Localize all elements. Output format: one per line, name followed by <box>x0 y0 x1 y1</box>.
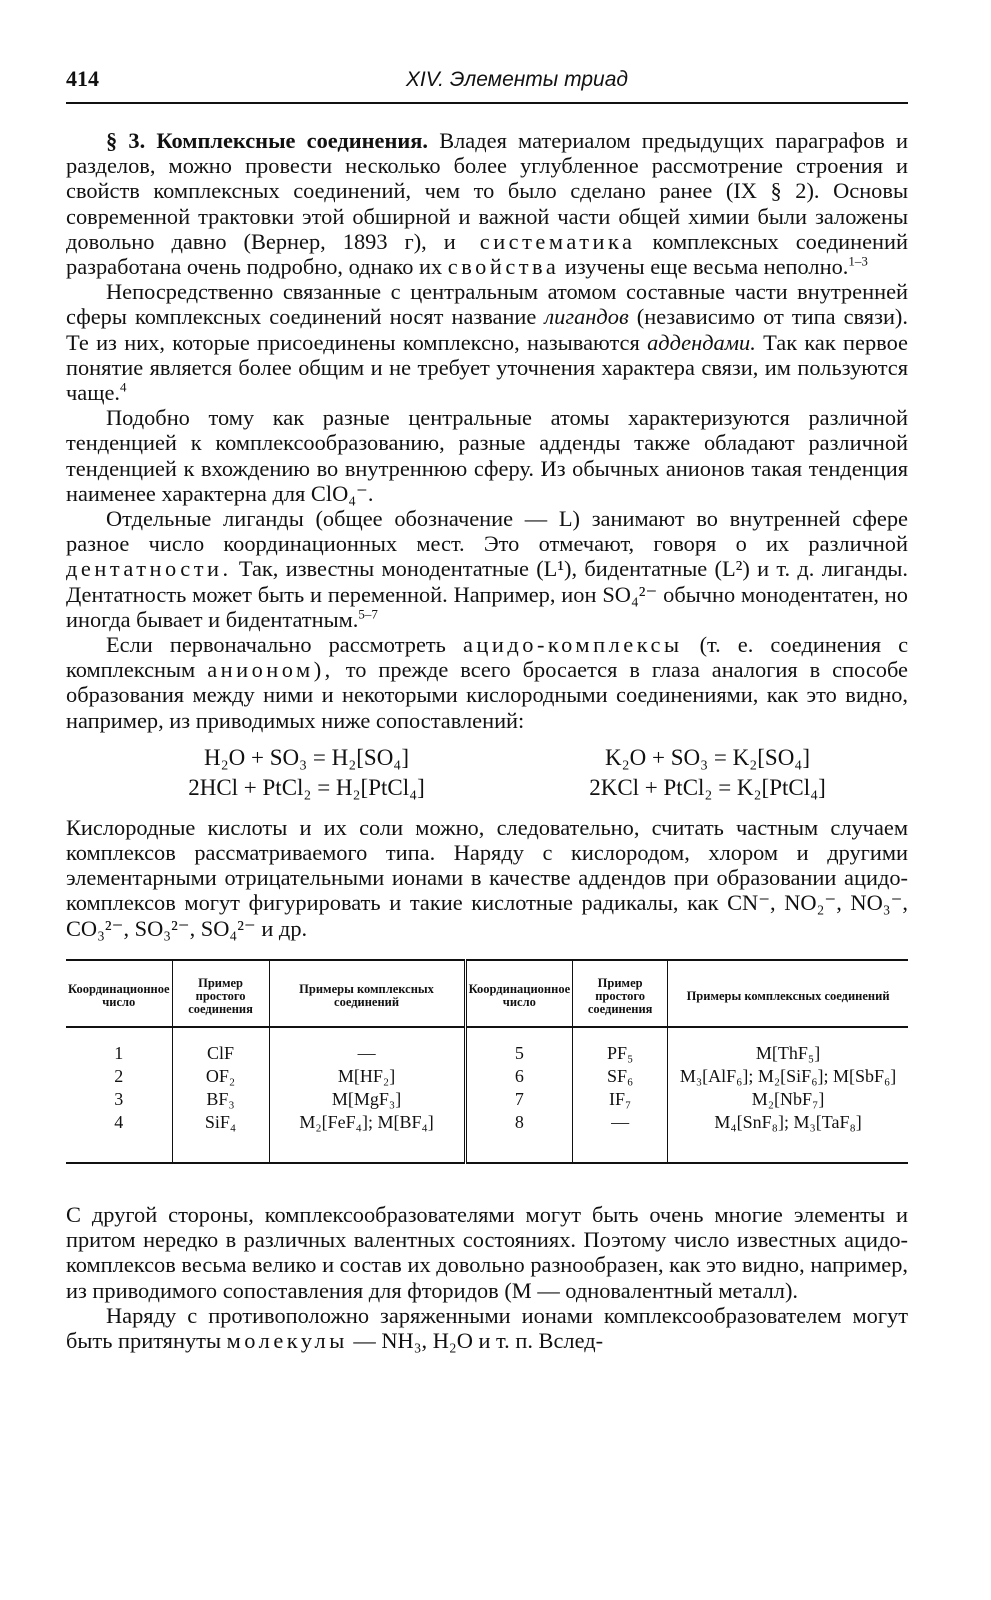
body-text-continued <box>66 1202 908 1353</box>
text-span: изучены еще весьма неполно. <box>564 254 849 280</box>
text-span: Отдельные лиганды (общее обозначение — L) занимают во внутренней сфере разное число координационных мест. Это отмечают, говоря о их различной <box>66 506 908 557</box>
table-cell: 8 <box>465 1111 573 1163</box>
text-span: Наряду с противоположно заряженными ионами комплексообразователем могут быть притянуты <box>66 1302 908 1353</box>
paragraph-6: Кислородные кислоты и их соли можно, следовательно, считать частным случаем комплексов рассматриваемого типа. Наряду с кислородом, хлором и другими элементарными отрицательными ионами в качестве аддендов при образовании ацидо-комплексов могут фигурировать и такие кислотные радикалы, как CN⁻, NO₂⁻, NO₃⁻, CO₃²⁻, SO₃²⁻, SO₄²⁻ и др. <box>66 814 908 941</box>
page-number: 414 <box>66 66 99 91</box>
table-cell: 3 <box>114 1088 124 1109</box>
table-header: Координационное число <box>66 960 172 1027</box>
paragraph-4 <box>66 506 908 632</box>
table-cell: M₂[FeF₄]; M[BF₄] <box>269 1111 465 1163</box>
text-span: комплексных соединений разработана очень подробно, однако их <box>66 228 909 280</box>
text-span: Так как первое понятие является более общим и не требует уточнения характера связи, им пользуются чаще. <box>66 329 908 406</box>
text-span: — NH₃, H₂O и т. п. Вслед- <box>353 1327 604 1353</box>
equation: 2KCl + PtCl₂ = K₂[PtCl₄] <box>589 774 826 800</box>
equation: 2HCl + PtCl₂ = H₂[PtCl₄] <box>188 774 425 800</box>
table-cell: M₄[SnF₈]; M₃[TaF₈] <box>668 1111 908 1163</box>
table-cell: — <box>269 1027 465 1065</box>
text-span: (т. е. соединения с комплексным <box>66 632 909 683</box>
text-span: Так, известны монодентатные (L¹), бидентатные (L²) и т. д. лиганды. Дентатность может быть и переменной. Например, ион SO₄²⁻ обычно монодентатен, но иногда бывает и бидентатным. <box>66 556 908 632</box>
footnote-ref: 5–7 <box>358 606 378 622</box>
table-cell: M₂[NbF₇] <box>668 1088 908 1111</box>
fluoride-complexes-table <box>66 959 908 1164</box>
text-span: Непосредственно связанные с центральным атомом составные части внутренней сферы комплексных соединений носят название <box>66 279 908 330</box>
spaced-term: ацидо-комплексы <box>462 632 683 658</box>
text-span: то прежде всего бросается в глаза аналогия в способе образования между ними и некоторыми кислородными соединениями, как это видно, например, из приводимых ниже сопоставлений: <box>66 657 908 733</box>
table-header: Координационное число <box>465 960 573 1027</box>
spaced-term: дентатности. <box>66 556 232 582</box>
equations-block <box>66 743 908 803</box>
paragraph-2 <box>66 279 908 405</box>
table-header-row <box>66 960 908 1027</box>
footnote-ref: 1–3 <box>848 253 868 269</box>
page-header <box>66 66 908 104</box>
table-cell: ClF <box>172 1027 269 1065</box>
table-cell: OF₂ <box>172 1065 269 1088</box>
running-title: XIV. Элементы триад <box>405 68 628 91</box>
italic-term: аддендами. <box>647 329 756 355</box>
table-header: Пример простого соединения <box>573 960 668 1027</box>
table-cell: 1 <box>114 1042 124 1063</box>
table-cell: 4 <box>114 1111 124 1132</box>
table-cell: M₃[AlF₆]; M₂[SiF₆]; M[SbF₆] <box>668 1065 908 1088</box>
body-text <box>66 128 908 941</box>
equation: K₂O + SO₃ = K₂[SO₄] <box>605 744 810 770</box>
table-row <box>66 1088 908 1111</box>
paragraph-8 <box>66 1303 908 1353</box>
paragraph-3: Подобно тому как разные центральные атомы характеризуются различной тенденцией к комплексообразованию, разные адденды также обладают различной тенденцией к вхождению во внутреннюю сферу. Из обычных анионов такая тенденция наименее характерна для ClO₄⁻. <box>66 405 908 506</box>
table-cell: 5 <box>465 1027 573 1065</box>
page <box>66 66 908 1353</box>
paragraph-1 <box>66 128 908 279</box>
table-cell: SF₆ <box>573 1065 668 1088</box>
spaced-term: анионом), <box>207 657 334 683</box>
table-cell: 2 <box>114 1065 124 1086</box>
table-row <box>66 1111 908 1163</box>
text-span: (независимо от типа связи). Те из них, которые присоединены комплексно, называются <box>66 304 908 355</box>
equation: H₂O + SO₃ = H₂[SO₄] <box>204 744 409 770</box>
table-cell: M[HF₂] <box>269 1065 465 1088</box>
paragraph-5 <box>66 632 908 733</box>
text-span: Если первоначально рассмотреть <box>106 632 446 658</box>
spaced-term: свойства <box>447 254 560 280</box>
table-header: Пример простого соединения <box>172 960 269 1027</box>
footnote-ref: 4 <box>119 379 127 395</box>
table-cell: PF₅ <box>573 1027 668 1065</box>
section-heading: § 3. Комплексные соединения. <box>106 128 429 153</box>
table-cell: IF₇ <box>573 1088 668 1111</box>
spaced-term: и систематика <box>443 228 636 254</box>
table-cell: BF₃ <box>172 1088 269 1111</box>
paragraph-7: С другой стороны, комплексообразователями могут быть очень многие элементы и притом нередко в различных валентных состояниях. Поэтому число известных ацидо-комплексов весьма велико и состав их довольно разнообразен, как это видно, например, из приводимого сопоставления для фторидов (M — одновалентный металл). <box>66 1201 909 1303</box>
text-span: Владея материалом предыдущих параграфов и разделов, можно провести несколько более углубленное рассмотрение строения и свойств комплексных соединений, чем то было сделано ранее (IX § 2). Основы современной трактовки этой обширной и важной части общей химии были заложены довольно давно (Вернер, 1893 г), <box>66 128 908 254</box>
table-cell: 6 <box>465 1065 573 1088</box>
table-cell: M[MgF₃] <box>269 1088 465 1111</box>
italic-term: лигандов <box>544 304 629 330</box>
table-cell: SiF₄ <box>172 1111 269 1163</box>
table-header: Примеры комплексных соединений <box>269 960 465 1027</box>
table-cell: 7 <box>465 1088 573 1111</box>
table-row <box>66 1065 908 1088</box>
spaced-term: молекулы <box>226 1327 348 1353</box>
table-cell: — <box>573 1111 668 1163</box>
table-row <box>66 1027 908 1065</box>
table-header: Примеры комплексных соединений <box>668 960 908 1027</box>
table-cell: M[ThF₅] <box>668 1027 908 1065</box>
